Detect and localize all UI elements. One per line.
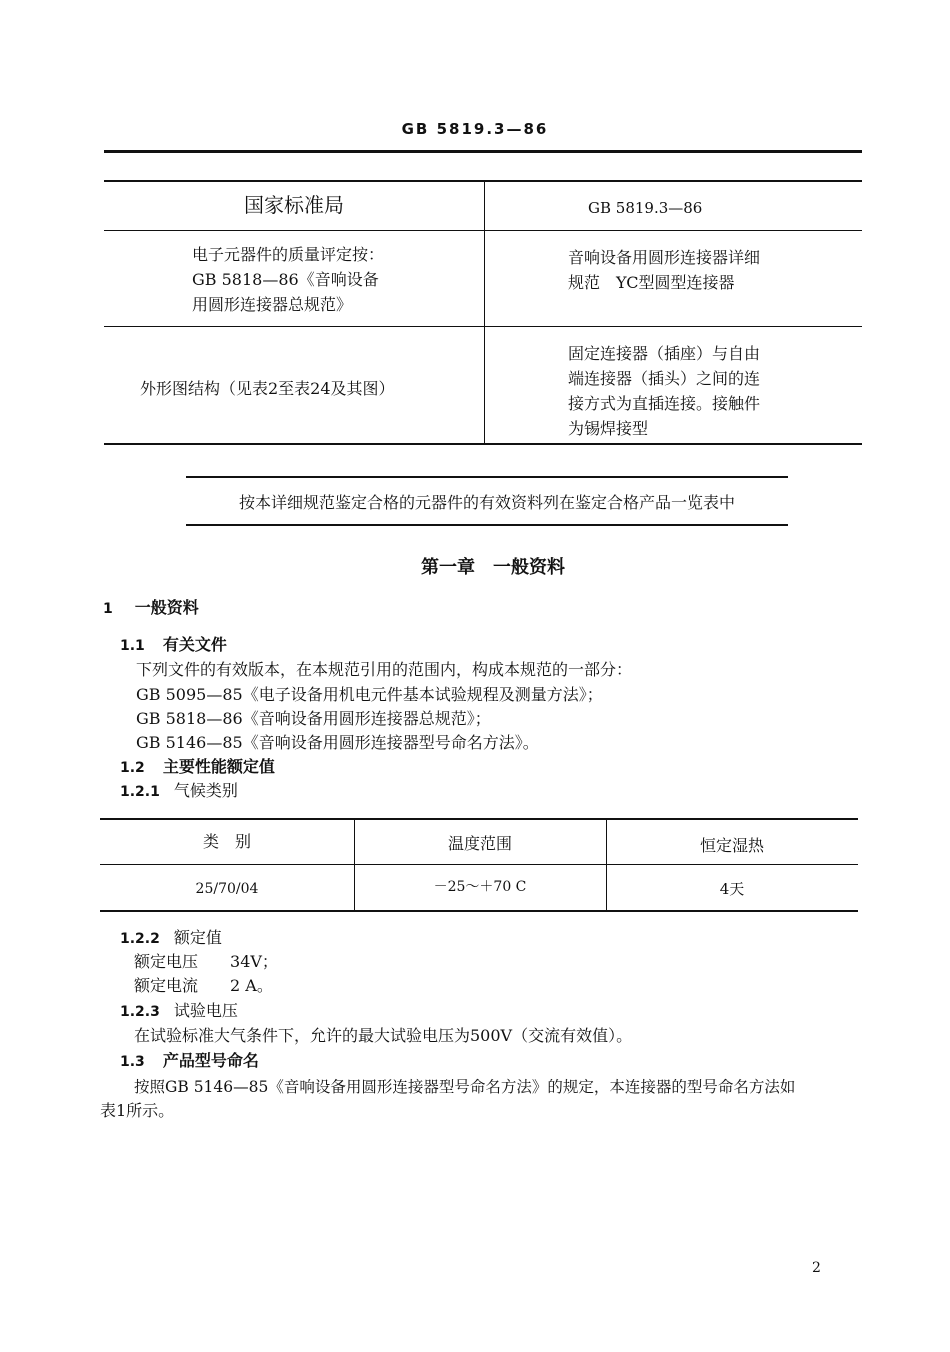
section-1-2-3-heading: 1.2.3 试验电压	[120, 1001, 238, 1020]
header-rule	[104, 150, 862, 153]
section-1-heading: 1 一般资料	[103, 598, 199, 617]
rated-voltage: 额定电压 34V；	[134, 952, 278, 971]
table-cell-category: 25/70/04	[195, 881, 259, 897]
connection-method-cell: 固定连接器（插座）与自由 端连接器（插头）之间的连 接方式为直插连接。接触件 为锡焊接型	[568, 344, 761, 438]
table-cell-damp-heat: 4天	[719, 880, 745, 898]
reference-gb5818: GB 5818—86《音响设备用圆形连接器总规范》；	[136, 709, 491, 728]
qualified-products-note: 按本详细规范鉴定合格的元器件的有效资料列在鉴定合格产品一览表中	[238, 493, 735, 512]
section-1-1-heading: 1.1 有关文件	[120, 635, 227, 654]
table-cell-temp-range: －25～＋70 C	[433, 879, 527, 895]
table-header-category: 类 别	[202, 832, 251, 851]
issuing-authority: 国家标准局	[244, 193, 344, 217]
rated-current: 额定电流 2 A。	[134, 976, 273, 995]
section-1-2-heading: 1.2 主要性能额定值	[120, 757, 275, 776]
reference-gb5095: GB 5095—85《电子设备用机电元件基本试验规程及测量方法》；	[136, 685, 603, 704]
model-naming-text-line1: 按照GB 5146—85《音响设备用圆形连接器型号命名方法》的规定，本连接器的型号命名方法如	[134, 1078, 796, 1096]
section-1-3-heading: 1.3 产品型号命名	[120, 1051, 259, 1070]
page-number: 2	[812, 1260, 821, 1276]
outline-structure-cell: 外形图结构（见表2至表24及其图）	[140, 379, 395, 398]
spec-title-cell: 音响设备用圆形连接器详细 规范 YC型圆型连接器	[568, 248, 761, 292]
standard-id-cell: GB 5819.3—86	[588, 199, 703, 217]
table-header-temp-range: 温度范围	[447, 834, 512, 853]
standard-number-header: GB 5819.3—86	[401, 120, 549, 138]
model-naming-text-line2: 表1所示。	[100, 1101, 175, 1120]
references-intro: 下列文件的有效版本，在本规范引用的范围内，构成本规范的一部分：	[136, 660, 633, 679]
reference-gb5146: GB 5146—85《音响设备用圆形连接器型号命名方法》。	[136, 733, 539, 752]
chapter-title: 第一章 一般资料	[421, 557, 565, 578]
test-voltage-text: 在试验标准大气条件下，允许的最大试验电压为500V（交流有效值）。	[134, 1026, 633, 1045]
section-1-2-2-heading: 1.2.2 额定值	[120, 928, 222, 947]
quality-assessment-basis: 电子元器件的质量评定按： GB 5818—86《音响设备 用圆形连接器总规范》	[192, 245, 385, 314]
section-1-2-1-heading: 1.2.1 气候类别	[120, 781, 238, 800]
table-header-damp-heat: 恒定湿热	[699, 836, 764, 855]
